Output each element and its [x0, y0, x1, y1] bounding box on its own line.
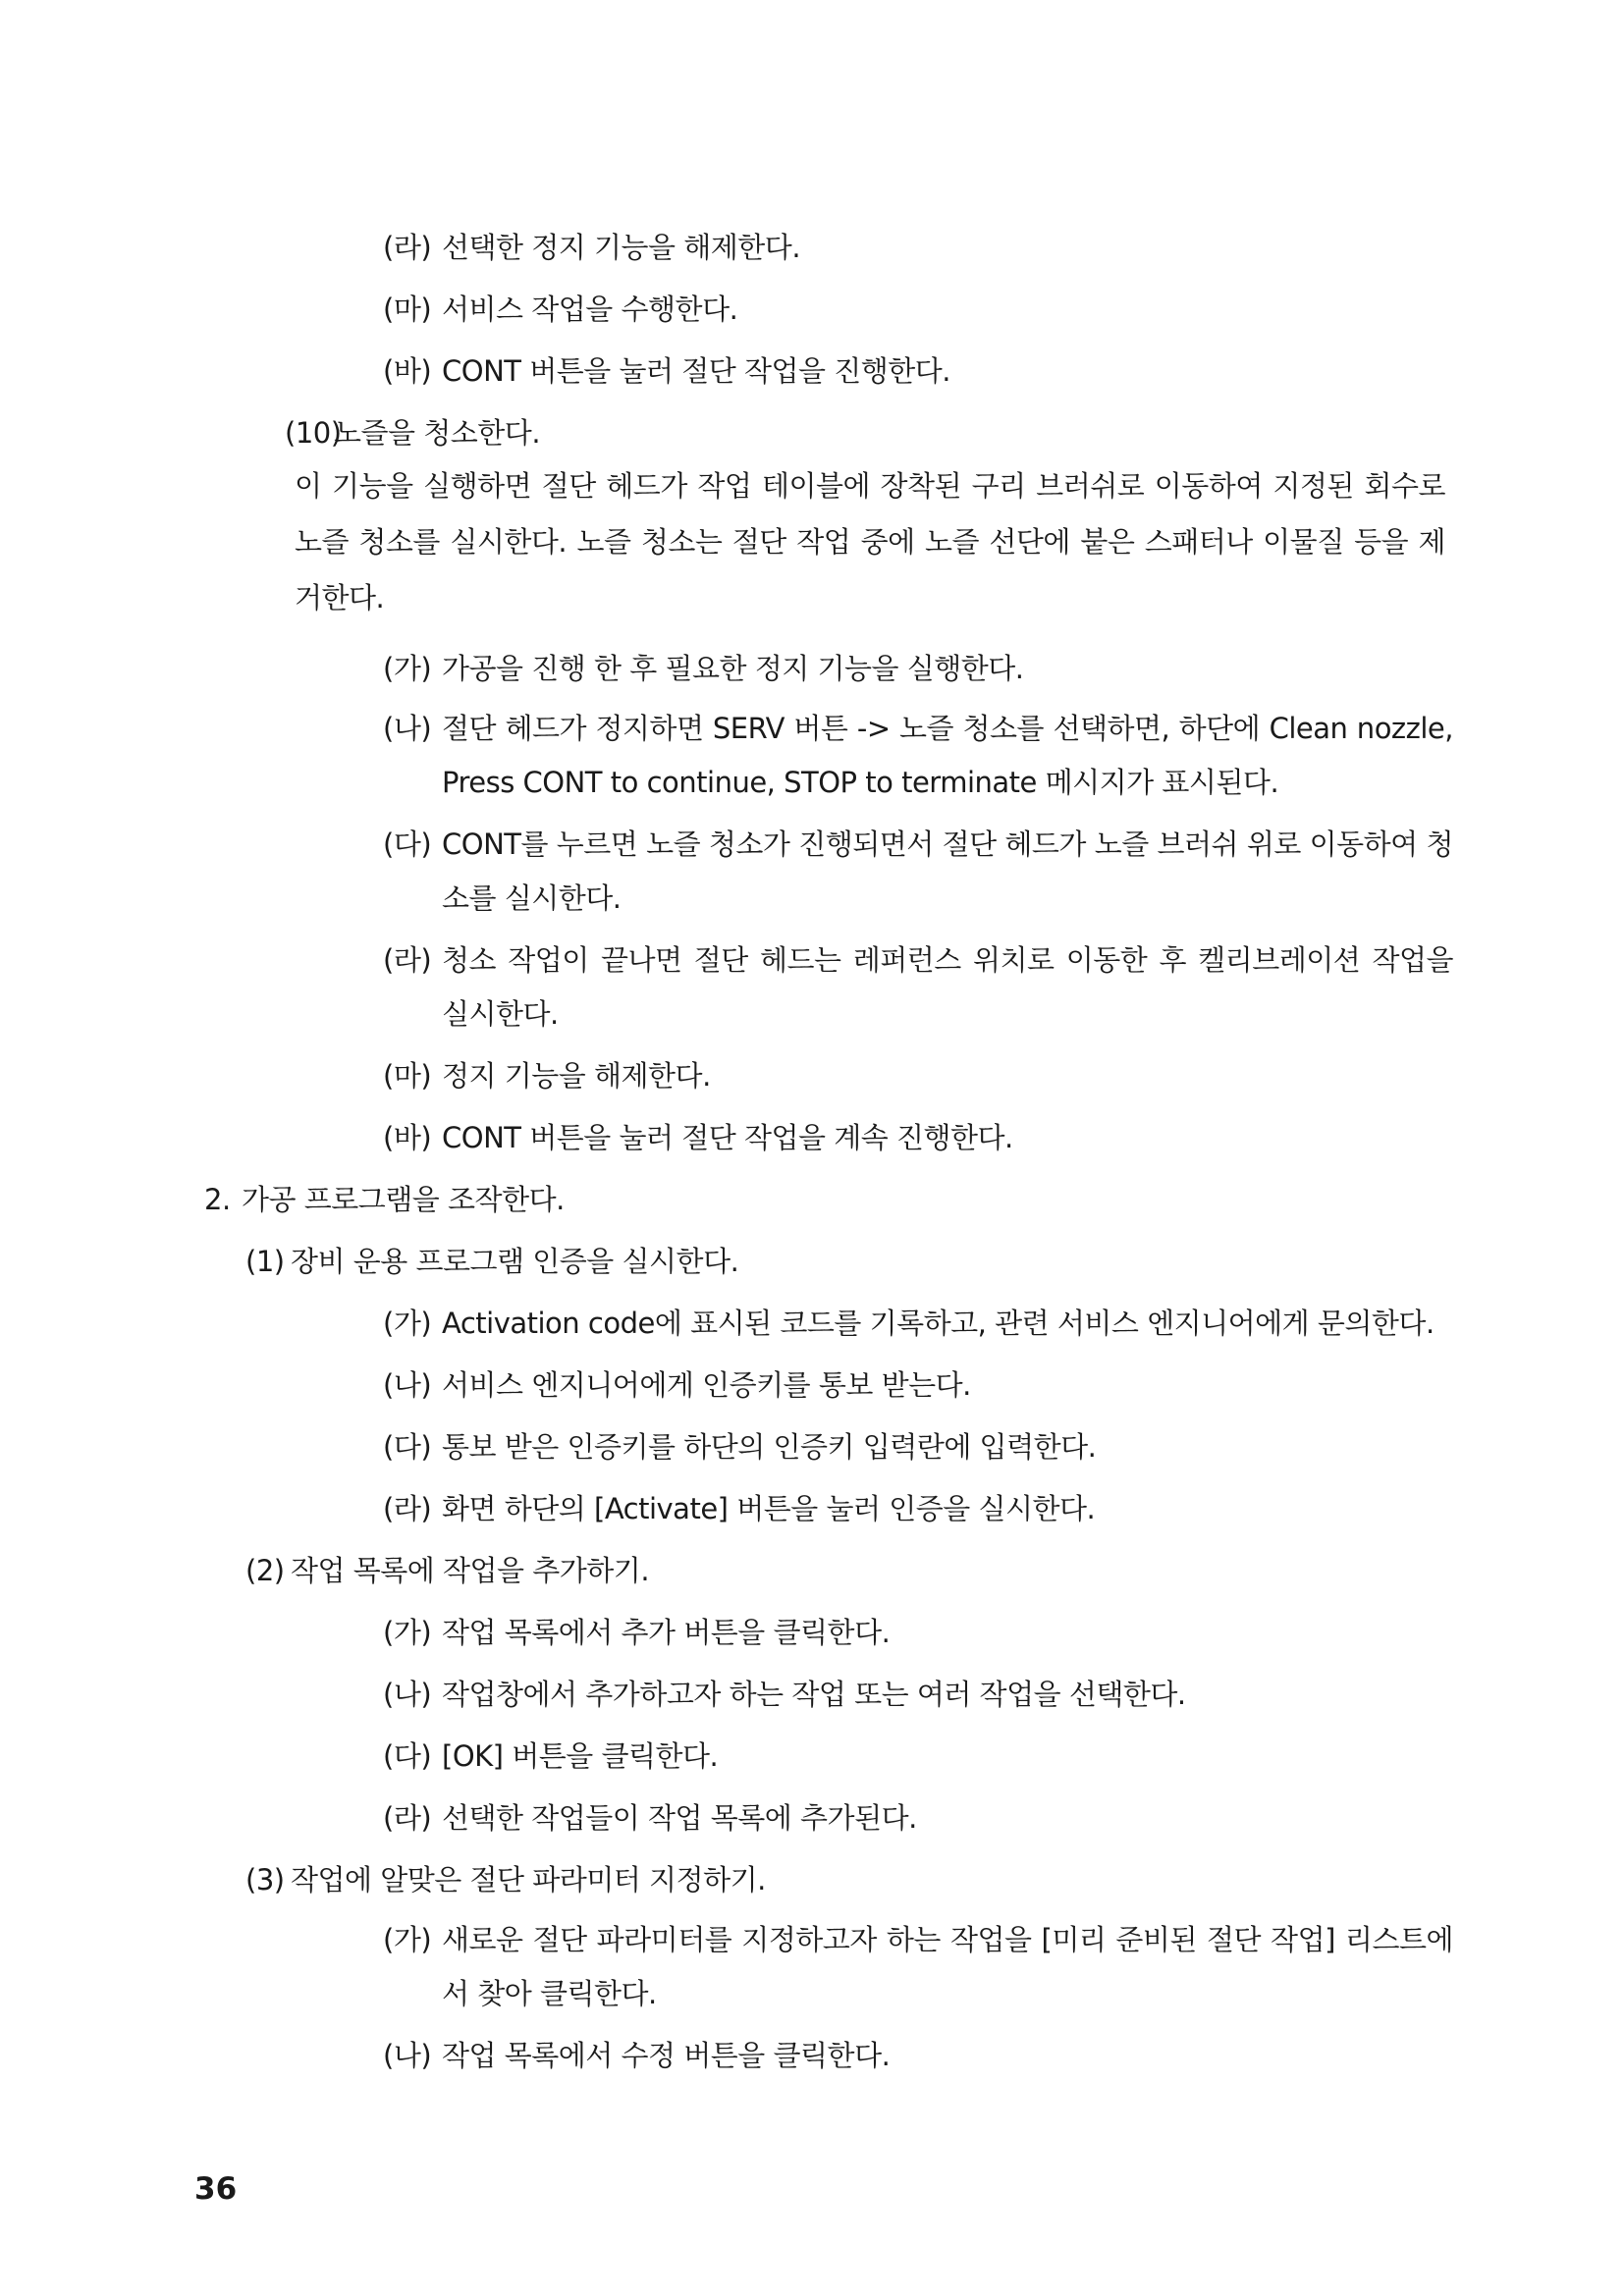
- item-text: 서비스 엔지니어에게 인증키를 통보 받는다.: [442, 1368, 971, 1402]
- item-text: 노즐을 청소한다.: [334, 416, 541, 450]
- item-label: (다): [383, 828, 432, 861]
- item-label: (나): [383, 1678, 432, 1711]
- item-text: 선택한 정지 기능을 해제한다.: [442, 231, 801, 264]
- list-item: [383, 1365, 1453, 1405]
- item-text: 작업 목록에 작업을 추가하기.: [291, 1554, 650, 1587]
- list-item: [383, 1427, 1453, 1467]
- list-item: [383, 1118, 1453, 1157]
- list-item: [383, 1304, 1453, 1343]
- item-label: (2): [245, 1554, 285, 1587]
- list-item: [383, 351, 1453, 391]
- item-label: (가): [383, 1923, 432, 1956]
- subsection-heading: [245, 1860, 1453, 1899]
- item-label: (다): [383, 1430, 432, 1464]
- list-item: [383, 702, 1453, 810]
- item-text: Activation code에 표시된 코드를 기록하고, 관련 서비스 엔지니어에게 문의한다.: [442, 1307, 1435, 1340]
- list-item: [383, 1613, 1453, 1652]
- item-label: (라): [383, 1801, 432, 1835]
- item-label: (다): [383, 1739, 432, 1773]
- list-item: [383, 1913, 1453, 2021]
- item-text: 선택한 작업들이 작업 목록에 추가된다.: [442, 1801, 917, 1835]
- item-text: 청소 작업이 끝나면 절단 헤드는 레퍼런스 위치로 이동한 후 켈리브레이션 작업을 실시한다.: [442, 943, 1453, 1031]
- list-item: [383, 2036, 1453, 2075]
- item-label: (바): [383, 1121, 432, 1154]
- item-label: (10): [285, 416, 342, 450]
- item-label: (가): [383, 1307, 432, 1340]
- list-item: [383, 1798, 1453, 1838]
- item-text: 작업에 알맞은 절단 파라미터 지정하기.: [291, 1863, 766, 1896]
- item-text: CONT를 누르면 노즐 청소가 진행되면서 절단 헤드가 노즐 브러쉬 위로 이동하여 청소를 실시한다.: [442, 828, 1453, 915]
- item-text: 절단 헤드가 정지하면 SERV 버튼 -> 노즐 청소를 선택하면, 하단에 Clean nozzle, Press CONT to continue, STOP to terminate 메시지가 표시된다.: [442, 712, 1453, 799]
- list-item: [383, 649, 1453, 688]
- item-label: (가): [383, 1616, 432, 1649]
- item-label: (나): [383, 712, 432, 745]
- item-text: 새로운 절단 파라미터를 지정하고자 하는 작업을 [미리 준비된 절단 작업] 리스트에서 찾아 클릭한다.: [442, 1923, 1453, 2010]
- page-number: 36: [194, 2171, 238, 2207]
- item-text: 가공을 진행 한 후 필요한 정지 기능을 실행한다.: [442, 652, 1024, 685]
- item-label: (가): [383, 652, 432, 685]
- section-heading: [285, 413, 1453, 453]
- item-text: 화면 하단의 [Activate] 버튼을 눌러 인증을 실시한다.: [442, 1492, 1096, 1525]
- list-item: [383, 1675, 1453, 1714]
- item-text: CONT 버튼을 눌러 절단 작업을 계속 진행한다.: [442, 1121, 1013, 1154]
- item-label: 2.: [204, 1183, 231, 1216]
- item-label: (라): [383, 231, 432, 264]
- list-item: [383, 934, 1453, 1041]
- item-label: (나): [383, 2039, 432, 2072]
- subsection-heading: [245, 1242, 1453, 1281]
- item-label: (3): [245, 1863, 285, 1896]
- item-text: 정지 기능을 해제한다.: [442, 1059, 711, 1093]
- section-heading: [204, 1180, 1453, 1219]
- item-text: 장비 운용 프로그램 인증을 실시한다.: [291, 1245, 739, 1278]
- item-label: (마): [383, 293, 432, 326]
- item-label: (1): [245, 1245, 285, 1278]
- item-text: 서비스 작업을 수행한다.: [442, 293, 738, 326]
- item-text: 가공 프로그램을 조작한다.: [242, 1183, 565, 1216]
- list-item: [383, 228, 1453, 267]
- item-text: 통보 받은 인증키를 하단의 인증키 입력란에 입력한다.: [442, 1430, 1097, 1464]
- item-text: 작업 목록에서 수정 버튼을 클릭한다.: [442, 2039, 891, 2072]
- list-item: [383, 818, 1453, 926]
- item-label: (라): [383, 1492, 432, 1525]
- body-paragraph: 이 기능을 실행하면 절단 헤드가 작업 테이블에 장착된 구리 브러쉬로 이동하여 지정된 회수로 노즐 청소를 실시한다. 노즐 청소는 절단 작업 중에 노즐 선단에 붙은 스패터나 이물질 등을 제거한다.: [295, 469, 1445, 614]
- list-item: [383, 290, 1453, 329]
- list-item: [383, 1736, 1453, 1776]
- list-item: [383, 1056, 1453, 1095]
- subsection-heading: [245, 1551, 1453, 1590]
- item-label: (마): [383, 1059, 432, 1093]
- item-label: (바): [383, 354, 432, 388]
- item-text: 작업창에서 추가하고자 하는 작업 또는 여러 작업을 선택한다.: [442, 1678, 1186, 1711]
- item-text: CONT 버튼을 눌러 절단 작업을 진행한다.: [442, 354, 950, 388]
- item-label: (라): [383, 943, 432, 977]
- page-content: [204, 228, 1453, 2075]
- item-text: [OK] 버튼을 클릭한다.: [442, 1739, 719, 1773]
- item-text: 작업 목록에서 추가 버튼을 클릭한다.: [442, 1616, 891, 1649]
- item-label: (나): [383, 1368, 432, 1402]
- list-item: [383, 1489, 1453, 1528]
